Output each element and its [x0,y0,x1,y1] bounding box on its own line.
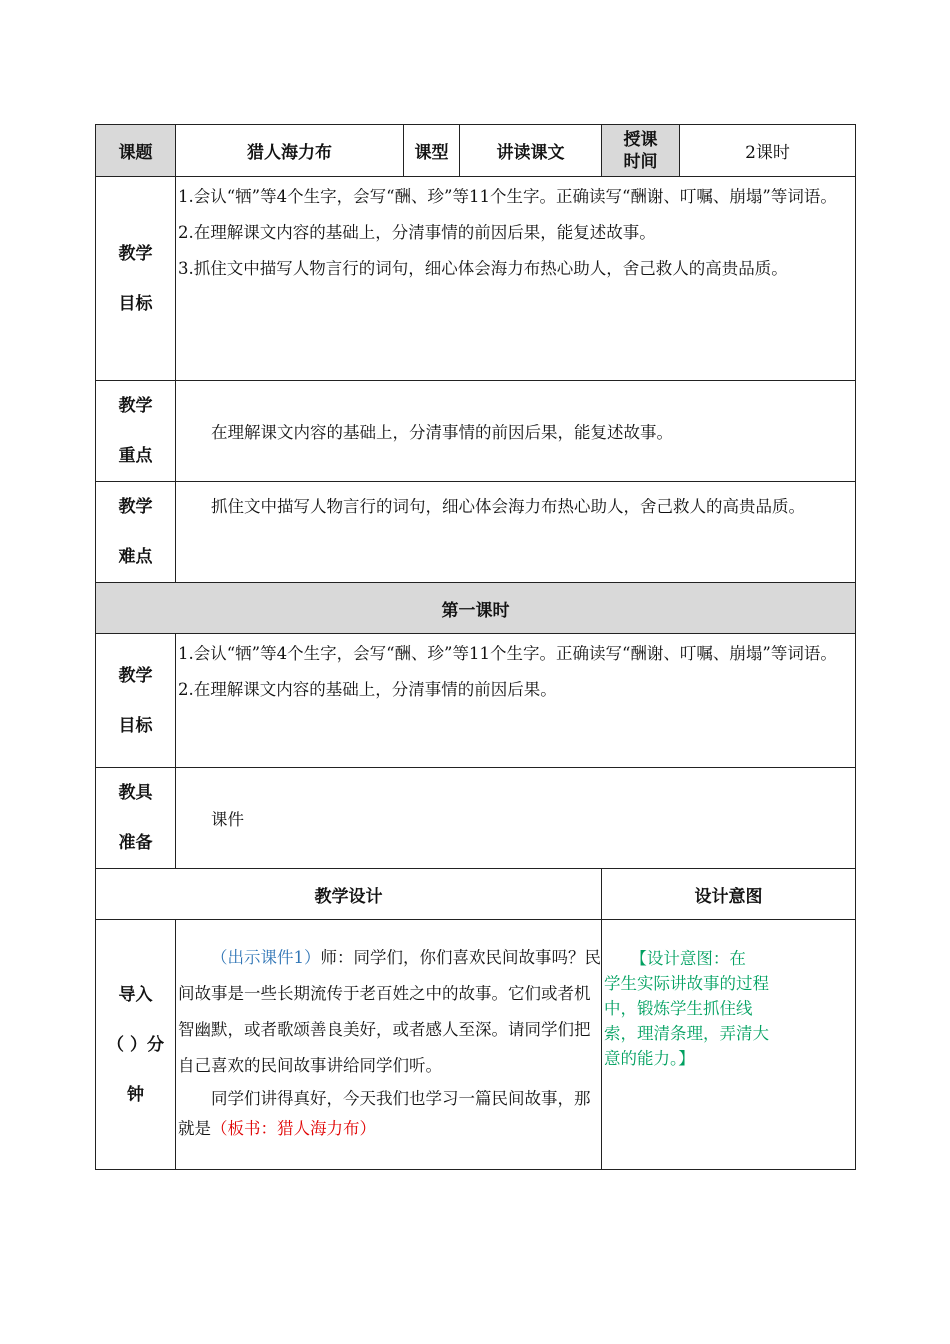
first-lesson-goals-label-line1: 教学 [118,665,153,686]
tools-row [96,768,856,869]
intro-label-line2: （ ）分 [107,1034,164,1055]
design-col-header: 教学设计 [96,869,602,920]
goals-label [96,177,176,381]
goals-content [176,177,856,381]
lesson-plan [95,124,855,1170]
type-value: 讲读课文 [460,125,602,177]
key-points-label [96,381,176,482]
key-points-row [96,381,856,482]
first-lesson-goals-label-line2: 目标 [118,715,153,736]
intent-col-header: 设计意图 [602,869,856,920]
key-points-text: 在理解课文内容的基础上，分清事情的前因后果，能复述故事。 [211,423,673,442]
first-lesson-goals-content [176,634,856,768]
intro-label-line1: 导入 [118,984,153,1005]
goal-item-3: 3.抓住文中描写人物言行的词句，细心体会海力布热心助人，舍己救人的高贵品质。 [178,259,788,278]
first-lesson-goals-label [96,634,176,768]
courseware-note: （出示课件1） [211,948,321,967]
time-value: 2课时 [680,125,856,177]
type-label: 课型 [404,125,460,177]
header-row [96,125,856,177]
intro-paragraph-2-text: 同学们讲得真好，今天我们也学习一篇民间故事，那就是 [178,1089,591,1138]
difficulties-text: 抓住文中描写人物言行的词句，细心体会海力布热心助人，舍己救人的高贵品质。 [211,497,805,516]
intent-content [602,920,856,1170]
goal-item-2: 2.在理解课文内容的基础上，分清事情的前因后果，能复述故事。 [178,223,656,242]
tools-content [176,768,856,869]
intent-line-4: 索，理清条理，弄清大 [604,1024,769,1043]
time-label-line1: 授课 [623,129,658,150]
tools-label-line2: 准备 [118,833,153,853]
key-points-label-line2: 重点 [118,446,153,466]
first-lesson-goal-1: 1.会认“牺”等4个生字，会写“酬、珍”等11个生字。正确读写“酬谢、叮嘱、崩塌”等词语。 [178,644,837,663]
goal-item-1: 1.会认“牺”等4个生字，会写“酬、珍”等11个生字。正确读写“酬谢、叮嘱、崩塌”等词语。 [178,187,837,206]
intent-line-3: 中，锻炼学生抓住线 [604,999,753,1018]
difficulties-row [96,482,856,583]
board-note: （板书：猎人海力布） [211,1119,376,1138]
intro-paragraph-1 [178,940,601,1084]
first-lesson-title: 第一课时 [96,583,856,634]
time-label [602,125,680,177]
key-points-content [176,381,856,482]
topic-value: 猎人海力布 [176,125,404,177]
goals-row [96,177,856,381]
topic-label: 课题 [96,125,176,177]
goals-label-line1: 教学 [118,243,153,264]
design-header-row [96,869,856,920]
difficulties-content [176,482,856,583]
time-label-line2: 时间 [623,151,658,172]
intent-line-1: 【设计意图：在 [630,949,746,968]
tools-label [96,768,176,869]
intent-line-5: 意的能力。】 [604,1049,695,1068]
intro-row [96,920,856,1170]
intent-line-2: 学生实际讲故事的过程 [604,974,769,993]
difficulties-label-line2: 难点 [118,547,153,567]
first-lesson-goals-row [96,634,856,768]
difficulties-label [96,482,176,583]
first-lesson-goal-2: 2.在理解课文内容的基础上，分清事情的前因后果。 [178,680,557,699]
intro-paragraph-1-text: 师：同学们，你们喜欢民间故事吗？民间故事是一些长期流传于老百姓之中的故事。它们或者机智幽默，或者歌颂善良美好，或者感人至深。请同学们把自己喜欢的民间故事讲给同学们听。 [178,948,601,1075]
intro-label-line3: 钟 [127,1084,144,1105]
tools-label-line1: 教具 [118,783,153,803]
goals-label-line2: 目标 [118,293,153,314]
first-lesson-row [96,583,856,634]
intro-label [96,920,176,1170]
lesson-plan-table [95,124,856,1170]
tools-text: 课件 [211,810,244,829]
difficulties-label-line1: 教学 [118,497,153,517]
intro-paragraph-2 [178,1084,601,1144]
intro-content [176,920,602,1170]
key-points-label-line1: 教学 [118,396,153,416]
